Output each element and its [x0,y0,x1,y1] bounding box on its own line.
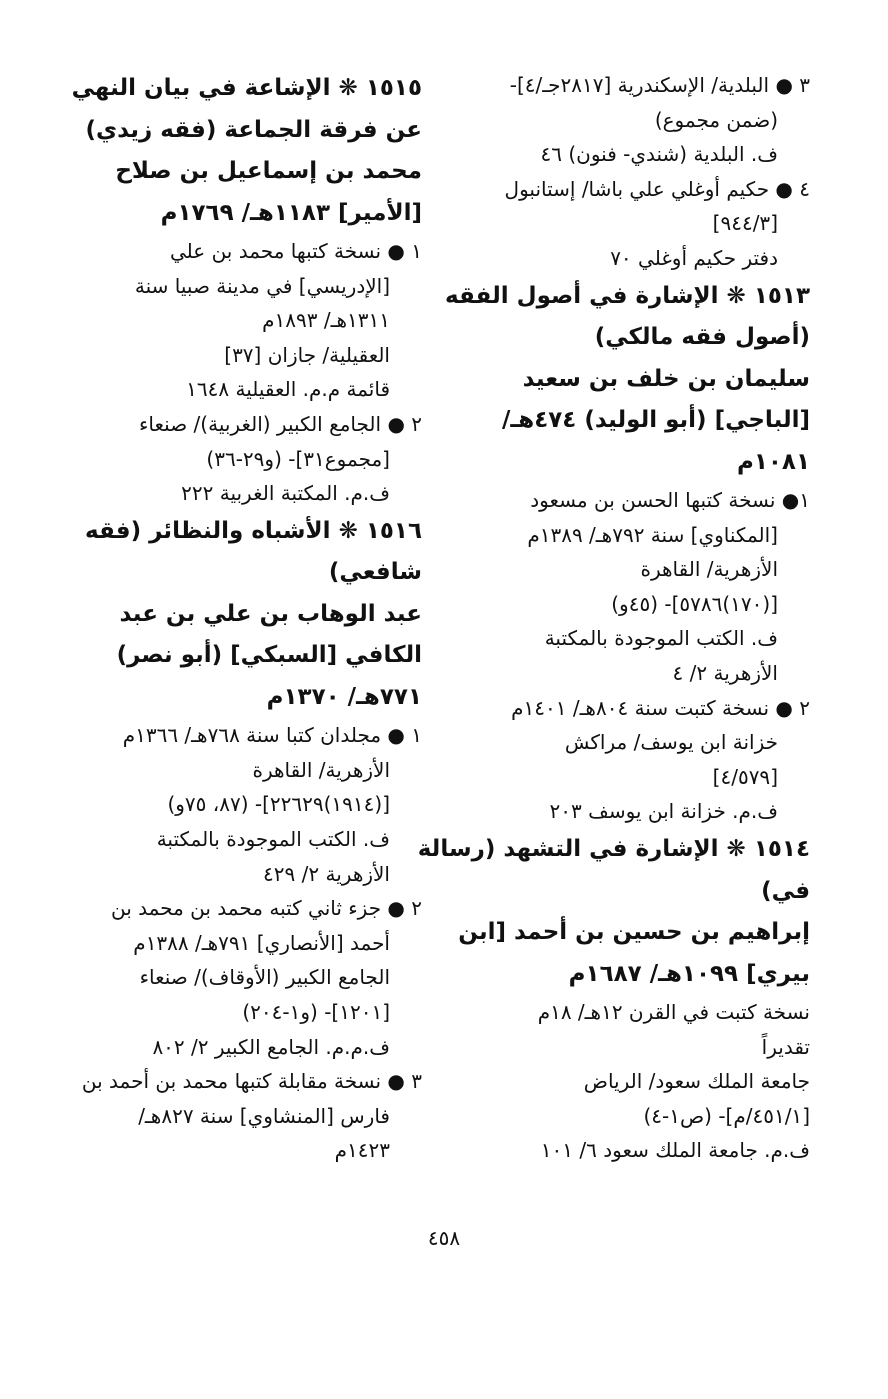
right-column [417,68,810,1168]
entry-heading-line: ٧٧١هـ/ ١٣٧٠م [266,683,422,710]
entry-text-line: ٢ ● الجامع الكبير (الغربية)/ صنعاء [139,411,422,436]
entry-text-line: [٩٤٤/٣] [712,211,778,236]
entry-text-line: ف. البلدية (شندي- فنون) ٤٦ [540,142,778,167]
entry-text-line: ٢ ● جزء ثاني كتبه محمد بن محمد بن [110,896,422,921]
entry-text-line: فارس [المنشاوي] سنة ٨٢٧هـ/ [138,1103,390,1128]
entry-text-line: نسخة كتبت في القرن ١٢هـ/ ١٨م [537,1000,810,1024]
entry-heading-line: ١٠٨١م [736,448,810,475]
entry-text-line: ف. الكتب الموجودة بالمكتبة [156,827,390,852]
entry-text-line: [(١٩١٤)٢٢٦٢٩]- (٨٧، ٧٥و) [167,792,390,817]
entry-text-line: قائمة م.م. العقيلية ١٦٤٨ [186,377,390,402]
entry-text-line: ف.م. جامعة الملك سعود ٦/ ١٠١ [540,1138,810,1163]
entry-text-line: [(١٧٠)٥٧٨٦]- (٤٥و) [611,591,778,616]
entry-heading-line: في) [761,877,810,904]
entry-text-line: ١ ● نسخة كتبها محمد بن علي [170,239,422,263]
entry-text-line: ف.م.م. الجامع الكبير ٢/ ٨٠٢ [152,1034,390,1059]
left-column [71,68,422,1168]
entry-text-line: ٣ ● نسخة مقابلة كتبها محمد بن أحمد بن [81,1069,422,1094]
entry-heading-line: [الباجي] (أبو الوليد) ٤٧٤هـ/ [502,407,810,434]
entry-heading-line: عن فرقة الجماعة (فقه زيدي) [85,116,422,143]
entry-heading-line: ١٥١٤ ❋ الإشارة في التشهد (رسالة [417,836,810,862]
entry-text-line: أحمد [الأنصاري] ٧٩١هـ/ ١٣٨٨م [133,930,390,955]
entry-heading-line: عبد الوهاب بن علي بن عبد [119,600,422,627]
entry-text-line: ٢ ● نسخة كتبت سنة ٨٠٤هـ/ ١٤٠١م [511,695,810,720]
entry-text-line: [الإدريسي] في مدينة صبيا سنة [134,273,390,298]
entry-text-line: [٤٥١/١/م]- (ص١-٤) [643,1103,810,1128]
entry-heading-line: بيري] ١٠٩٩هـ/ ١٦٨٧م [568,960,810,987]
entry-text-line: الأزهرية/ القاهرة [640,557,778,582]
entry-heading-line: ١٥١٦ ❋ الأشباه والنظائر (فقه [85,517,422,544]
entry-text-line: ١ ● مجلدان كتبا سنة ٧٦٨هـ/ ١٣٦٦م [122,723,422,748]
entry-heading-line: إبراهيم بن حسين بن أحمد [ابن [458,919,810,945]
entry-heading-line: محمد بن إسماعيل بن صلاح [115,158,422,184]
entry-heading-line: ١٥١٣ ❋ الإشارة في أصول الفقه [445,282,810,309]
entry-text-line: [١٢٠١]- (و١-٢٠٤) [242,1000,390,1024]
entry-heading-line: [الأمير] ١١٨٣هـ/ ١٧٦٩م [160,199,422,226]
entry-text-line: (ضمن مجموع) [654,107,778,132]
entry-text-line: جامعة الملك سعود/ الرياض [583,1069,810,1094]
entry-text-line: ف.م. المكتبة الغربية ٢٢٢ [181,481,390,506]
entry-heading-line: (أصول فقه مالكي) [594,324,810,351]
entry-heading-line: سليمان بن خلف بن سعيد [522,365,810,392]
entry-text-line: ف.م. خزانة ابن يوسف ٢٠٣ [549,799,778,824]
entry-text-line: ٣ ● البلدية/ الإسكندرية [٢٨١٧جـ/٤]- [509,73,810,97]
entry-heading-line: شافعي) [328,559,422,586]
entry-text-line: خزانة ابن يوسف/ مراكش [564,730,778,755]
entry-text-line: تقديراً [761,1034,810,1059]
entry-text-line: ٤ ● حكيم أوغلي علي باشا/ إستانبول [504,176,810,201]
entry-text-line: الأزهرية ٢/ ٤٢٩ [263,861,390,886]
entry-text-line: دفتر حكيم أوغلي ٧٠ [610,245,778,270]
entry-text-line: [مجموع٣١]- (و٢٩-٣٦) [206,446,390,471]
entry-text-line: الأزهرية/ القاهرة [252,757,390,782]
entry-heading-line: ١٥١٥ ❋ الإشاعة في بيان النهي [71,75,422,101]
entry-text-line: الجامع الكبير (الأوقاف)/ صنعاء [139,965,390,990]
entry-text-line: الأزهرية ٢/ ٤ [672,661,778,686]
entry-text-line: [المكناوي] سنة ٧٩٢هـ/ ١٣٨٩م [527,522,778,547]
entry-text-line: ١٤٢٣م [334,1138,390,1163]
entry-heading-line: الكافي [السبكي] (أبو نصر) [116,642,422,669]
entry-text-line: ف. الكتب الموجودة بالمكتبة [544,626,778,651]
entry-text-line: العقيلية/ جازان [٣٧] [224,342,390,367]
entry-text-line: [٤/٥٧٩] [712,764,778,789]
entry-text-line: ١● نسخة كتبها الحسن بن مسعود [530,488,810,513]
page-number: ٤٥٨ [427,1226,461,1250]
entry-text-line: ١٣١١هـ/ ١٨٩٣م [262,308,390,333]
